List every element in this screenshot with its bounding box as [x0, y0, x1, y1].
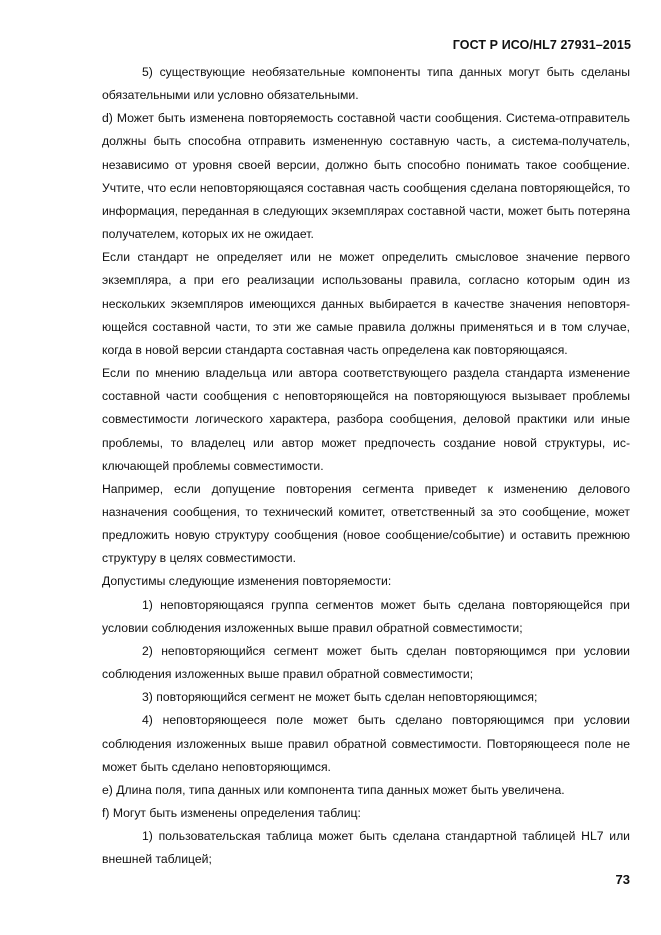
paragraph-first-instance: Если стандарт не определяет или не может определить смысловое значение первого экземпляра, а при его реализации использованы правила, согласно которым один из нескольких экземпляров имеющихся данных выбирается в качестве значения неповторяющейся составной части, то эти же самые правила должны применяться и в том случае, когда в новой версии стандарта составная часть определена как повторяющаяся. — [102, 250, 630, 357]
paragraph-list-item-4: 4) неповторяющееся поле может быть сделано повторяющимся при условии соблюдения изложенных выше правил обратной совместимости. Повторяющееся поле не может быть сделано неповторяющимся. — [102, 713, 630, 774]
paragraph-item-e: e) Длина поля, типа данных или компонента типа данных может быть увеличена. — [102, 782, 565, 797]
paragraph-example: Например, если допущение повторения сегмента приведет к изменению делового назначения сообщения, то технический комитет, ответственный за это сообщение, может предложить новую структуру сообщения (новое сообщение/событие) и оставить прежнюю структуру в целях совместимости. — [102, 481, 630, 566]
paragraph-f-list-item-1: 1) пользовательская таблица может быть сделана стандартной таблицей HL7 или внешней таблицей; — [102, 829, 630, 867]
paragraph-item-5: 5) существующие необязательные компоненты типа данных могут быть сделаны обязательными или условно обязательными. — [102, 65, 630, 103]
page-number: 73 — [615, 872, 630, 887]
document-header-standard-code: ГОСТ Р ИСО/HL7 27931–2015 — [452, 38, 631, 52]
paragraph-item-f: f) Могут быть изменены определения таблиц: — [102, 806, 361, 820]
paragraph-list-item-2: 2) неповторяющийся сегмент может быть сделан повторяющимся при условии соблюдения изложенных выше правил обратной совместимости; — [102, 643, 630, 682]
paragraph-list-item-1: 1) неповторяющаяся группа сегментов может быть сделана повторяющейся при условии соблюдения изложенных выше правил обратной совместимости; — [102, 597, 630, 635]
paragraph-owner-opinion: Если по мнению владельца или автора соответствующего раздела стандарта изменение составной части сообщения с неповторяющейся на повторяющуюся вызывает проблемы совместимости логического характера, разбора сообщения, деловой практики или иные проблемы, то владелец или автор может предпочесть создание новой структуры, исключающей проблемы совместимости. — [102, 366, 630, 473]
document-body — [102, 61, 630, 871]
paragraph-list-item-3: 3) повторяющийся сегмент не может быть сделан неповторяющимся; — [142, 690, 538, 705]
paragraph-item-d: d) Может быть изменена повторяемость составной части сообщения. Система-отправитель должны быть способна отправить измененную составную часть, а система-получатель, независимо от уровня своей версии, должно быть способно понимать такое сообщение. Учтите, что если неповторяющаяся составная часть сообщения сделана повторяющейся, то информация, переданная в следующих экземплярах составной части, может быть потеряна получателем, которых их не ожидает. — [102, 111, 630, 242]
paragraph-allowed-changes: Допустимы следующие изменения повторяемости: — [102, 574, 392, 589]
